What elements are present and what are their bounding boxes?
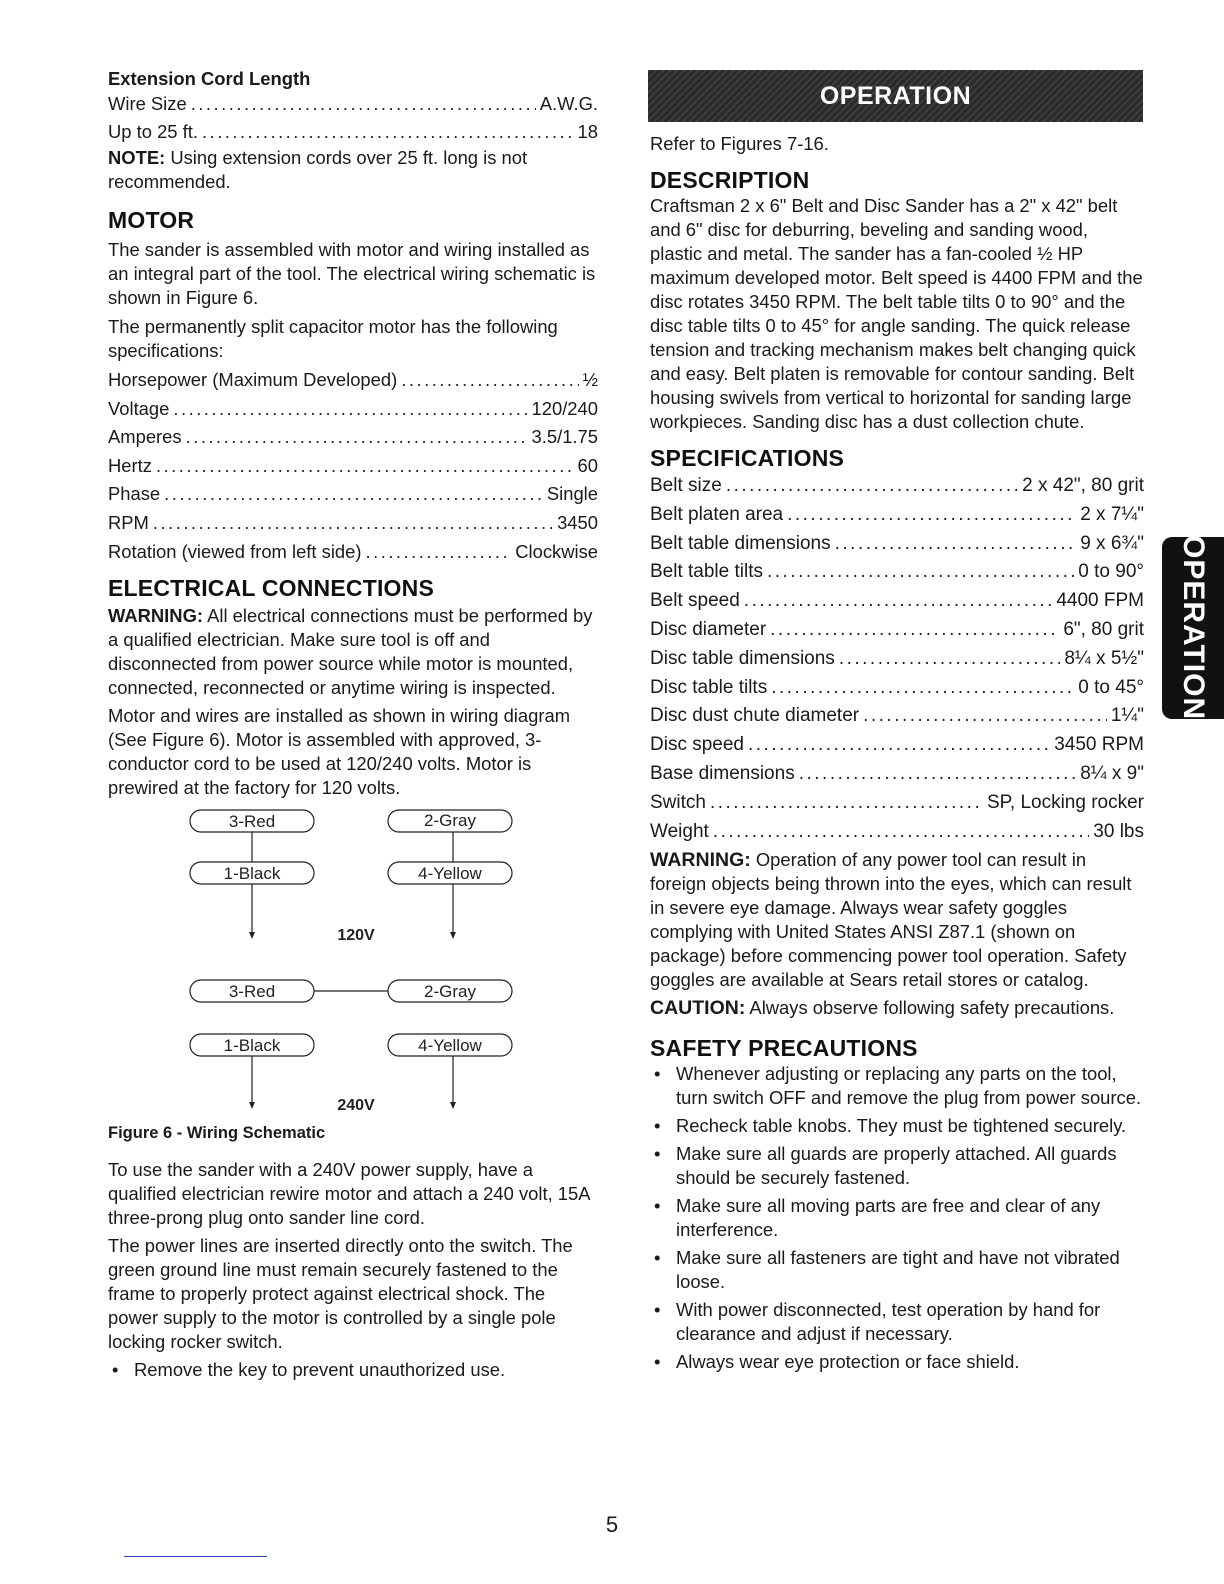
spec-label: Weight: [650, 820, 709, 842]
left-column: [108, 64, 598, 1386]
extension-row-label: Wire Size: [108, 93, 187, 114]
spec-label: Rotation (viewed from left side): [108, 540, 362, 562]
warning-text: All electrical connections must be performed by a qualified electrician. Make sure tool is off and disconnected from power source while motor is mounted, connected, reconnected or anytime wiring is inspected.: [108, 605, 593, 699]
spec-row: [650, 616, 1144, 645]
spec-label: Disc table tilts: [650, 676, 768, 698]
spec-value: 4400 FPM: [1056, 590, 1144, 612]
wire-label: 2-Gray: [424, 982, 476, 1002]
motor-spec-row: [108, 423, 598, 452]
list-item: • Always wear eye protection or face shield.: [654, 1351, 1020, 1373]
spec-label: Phase: [108, 483, 161, 505]
footer-rule: [124, 1556, 267, 1557]
spec-row: [650, 645, 1144, 674]
spec-value: 6", 80 grit: [1063, 618, 1144, 640]
spec-row: [650, 530, 1144, 559]
spec-row: [650, 587, 1144, 616]
note-label: NOTE:: [108, 147, 166, 168]
wire-label: 1-Black: [223, 864, 281, 884]
right-column: [650, 132, 1144, 1378]
warning-label: WARNING:: [108, 605, 204, 627]
list-item: • Remove the key to prevent unauthorized use.: [112, 1359, 506, 1381]
warning-label: WARNING:: [650, 849, 751, 872]
arrow-right-240: [450, 1102, 456, 1109]
safety-heading: SAFETY PRECAUTIONS: [650, 1035, 918, 1062]
refer-figures: Refer to Figures 7-16.: [650, 133, 829, 154]
spec-value: 8¼ x 9": [1080, 762, 1144, 784]
list-item: • With power disconnected, test operation by hand for clearance and adjust if necessary.: [654, 1299, 1101, 1345]
spec-value: 9 x 6¾": [1080, 532, 1144, 554]
motor-spec-row: [108, 452, 598, 481]
spec-label: Belt table tilts: [650, 561, 763, 583]
spec-label: Base dimensions: [650, 762, 795, 784]
spec-value: 0 to 90°: [1078, 561, 1144, 583]
extension-row-label: Up to 25 ft.: [108, 121, 198, 142]
spec-label: Hertz: [108, 454, 152, 476]
spec-row: [650, 789, 1144, 818]
safety-list: [650, 1062, 1144, 1374]
spec-label: Belt size: [650, 475, 722, 496]
motor-spec-row: [108, 366, 598, 395]
warning-text: Operation of any power tool can result in foreign objects being thrown into the eyes, which can result in severe eye damage. Always wear safety goggles complying with United States ANSI Z87.1 (shown on package) before commencing power tool operation. Safety goggles are available at Sears retail stores or catalog.: [650, 849, 1132, 991]
section-side-tab: [1162, 537, 1224, 719]
list-item: • Make sure all moving parts are free and clear of any interference.: [654, 1195, 1101, 1241]
spec-label: Disc table dimensions: [650, 647, 835, 669]
electrical-heading: ELECTRICAL CONNECTIONS: [108, 575, 434, 602]
voltage-label-240: 240V: [337, 1097, 375, 1115]
motor-para-2: The permanently split capacitor motor has the following specifications:: [108, 316, 558, 361]
list-item-text: With power disconnected, test operation by hand for clearance and adjust if necessary.: [676, 1299, 1101, 1345]
wire-label: 2-Gray: [424, 811, 476, 831]
extension-row: [108, 120, 598, 144]
spec-value: 60: [577, 454, 598, 476]
wire-label: 1-Black: [223, 1036, 281, 1056]
motor-spec-row: [108, 480, 598, 509]
wire-label: 4-Yellow: [418, 1036, 482, 1056]
spec-value: 120/240: [531, 397, 598, 419]
operation-banner: [648, 70, 1143, 122]
spec-label: Voltage: [108, 397, 170, 419]
spec-label: Disc dust chute diameter: [650, 705, 860, 727]
extension-cord-heading: Extension Cord Length: [108, 68, 311, 89]
caution-label: CAUTION:: [650, 997, 746, 1020]
spec-row: [650, 501, 1144, 530]
spec-value: 3450 RPM: [1054, 734, 1144, 756]
arrow-left-240: [249, 1102, 255, 1109]
spec-label: Belt speed: [650, 590, 740, 612]
arrow-left-120: [249, 932, 255, 939]
spec-row: [650, 760, 1144, 789]
electrical-para: Motor and wires are installed as shown in wiring diagram (See Figure 6). Motor is assembled with approved, 3-conductor cord to be used at 120/240 volts. Motor is prewired at the factory for 120 volts.: [108, 705, 571, 799]
wiring-schematic-figure: [110, 808, 530, 1118]
motor-heading: MOTOR: [108, 207, 195, 233]
caution-text: Always observe following safety precautions.: [745, 997, 1115, 1019]
caution-note: [650, 996, 1144, 1020]
motor-para-1: The sander is assembled with motor and wiring installed as an integral part of the tool. The electrical wiring schematic is shown in Figure 6.: [108, 239, 596, 308]
key-bullet-list: [108, 1358, 598, 1382]
extension-row: [108, 92, 598, 116]
extension-row-value: 18: [577, 121, 598, 142]
spec-label: RPM: [108, 511, 149, 533]
voltage-label-120: 120V: [337, 927, 375, 945]
description-text: Craftsman 2 x 6" Belt and Disc Sander has a 2" x 42" belt and 6" disc for deburring, beveling and sanding wood, plastic and metal. The sander has a fan-cooled ½ HP maximum developed motor. Belt speed is 4400 FPM and the disc rotates 3450 RPM. The belt table tilts 0 to 90° and the disc table tilts 0 to 45° for angle sanding. The quick release tension and tracking mechanism makes belt changing quick and easy. Belt platen is removable for contour sanding. Belt housing swivels from vertical to horizontal for sanding large workpieces. Sanding disc has a dust collection chute.: [650, 195, 1143, 432]
extension-cord-table: [108, 92, 598, 144]
list-item-text: Always wear eye protection or face shield.: [676, 1351, 1020, 1373]
motor-spec-row: [108, 509, 598, 538]
wire-label: 3-Red: [228, 982, 276, 1002]
list-item: • Make sure all guards are properly attached. All guards should be securely fastened.: [654, 1143, 1117, 1189]
spec-value: 0 to 45°: [1078, 676, 1144, 698]
description-heading: DESCRIPTION: [650, 167, 810, 193]
extension-row-value: A.W.G.: [539, 93, 598, 114]
spec-label: Belt table dimensions: [650, 532, 831, 554]
spec-value: ½: [582, 369, 598, 390]
spec-value: 1¼": [1110, 705, 1144, 727]
spec-label: Disc speed: [650, 734, 744, 756]
spec-row: [650, 731, 1144, 760]
wire-label: 3-Red: [228, 812, 276, 832]
operation-banner-title: OPERATION: [819, 81, 972, 110]
spec-value: 8¼ x 5½": [1064, 647, 1144, 669]
side-tab-label: OPERATION: [1177, 535, 1210, 721]
electrical-warning: [108, 604, 598, 700]
list-item-text: Make sure all moving parts are free and clear of any interference.: [676, 1195, 1101, 1241]
spec-value: 2 x 42", 80 grit: [1022, 475, 1144, 496]
list-item-text: Whenever adjusting or replacing any parts on the tool, turn switch OFF and remove the plug from power source.: [676, 1063, 1142, 1109]
motor-spec-row: [108, 395, 598, 424]
spec-row: [650, 472, 1144, 501]
spec-value: 3.5/1.75: [531, 426, 598, 448]
spec-label: Amperes: [108, 426, 182, 448]
rewire-para: To use the sander with a 240V power supply, have a qualified electrician rewire motor and attach a 240 volt, 15A three-prong plug onto sander line cord.: [108, 1159, 590, 1229]
list-item-text: Make sure all guards are properly attached. All guards should be securely fastened.: [676, 1143, 1117, 1189]
motor-spec-list: [108, 366, 598, 566]
spec-value: SP, Locking rocker: [986, 791, 1144, 813]
list-item: • Whenever adjusting or replacing any parts on the tool, turn switch OFF and remove the plug from power source.: [654, 1063, 1142, 1109]
spec-label: Disc diameter: [650, 618, 767, 640]
specifications-heading: SPECIFICATIONS: [650, 445, 845, 471]
spec-row: [650, 702, 1144, 731]
spec-value: 3450: [557, 511, 598, 533]
list-item-text: Remove the key to prevent unauthorized use.: [134, 1359, 506, 1381]
spec-label: Switch: [650, 791, 706, 813]
list-item: • Make sure all fasteners are tight and have not vibrated loose.: [654, 1247, 1120, 1293]
spec-label: Belt platen area: [650, 503, 784, 525]
list-item-text: Recheck table knobs. They must be tightened securely.: [676, 1115, 1127, 1137]
spec-value: Clockwise: [515, 540, 598, 562]
extension-note: [108, 146, 598, 194]
arrow-right-120: [450, 932, 456, 939]
figure-caption: Figure 6 - Wiring Schematic: [108, 1124, 326, 1143]
spec-value: Single: [546, 483, 598, 505]
spec-value: 2 x 7¼": [1080, 503, 1144, 525]
motor-spec-row: [108, 538, 598, 567]
spec-row: [650, 674, 1144, 703]
list-item-text: Make sure all fasteners are tight and have not vibrated loose.: [676, 1247, 1120, 1293]
wire-label: 4-Yellow: [418, 864, 482, 884]
spec-value: 30 lbs: [1093, 820, 1144, 842]
specifications-table: [650, 472, 1144, 846]
spec-row: [650, 558, 1144, 587]
power-lines-para: The power lines are inserted directly onto the switch. The green ground line must remain securely fastened to the frame to properly protect against electrical shock. The power supply to the motor is controlled by a single pole locking rocker switch.: [108, 1235, 573, 1353]
note-text: Using extension cords over 25 ft. long is not recommended.: [108, 147, 528, 192]
page-number: 5: [605, 1512, 619, 1537]
spec-row: [650, 818, 1144, 847]
list-item: • Recheck table knobs. They must be tightened securely.: [654, 1115, 1127, 1137]
spec-label: Horsepower (Maximum Developed): [108, 369, 398, 390]
goggles-warning: [650, 848, 1144, 992]
